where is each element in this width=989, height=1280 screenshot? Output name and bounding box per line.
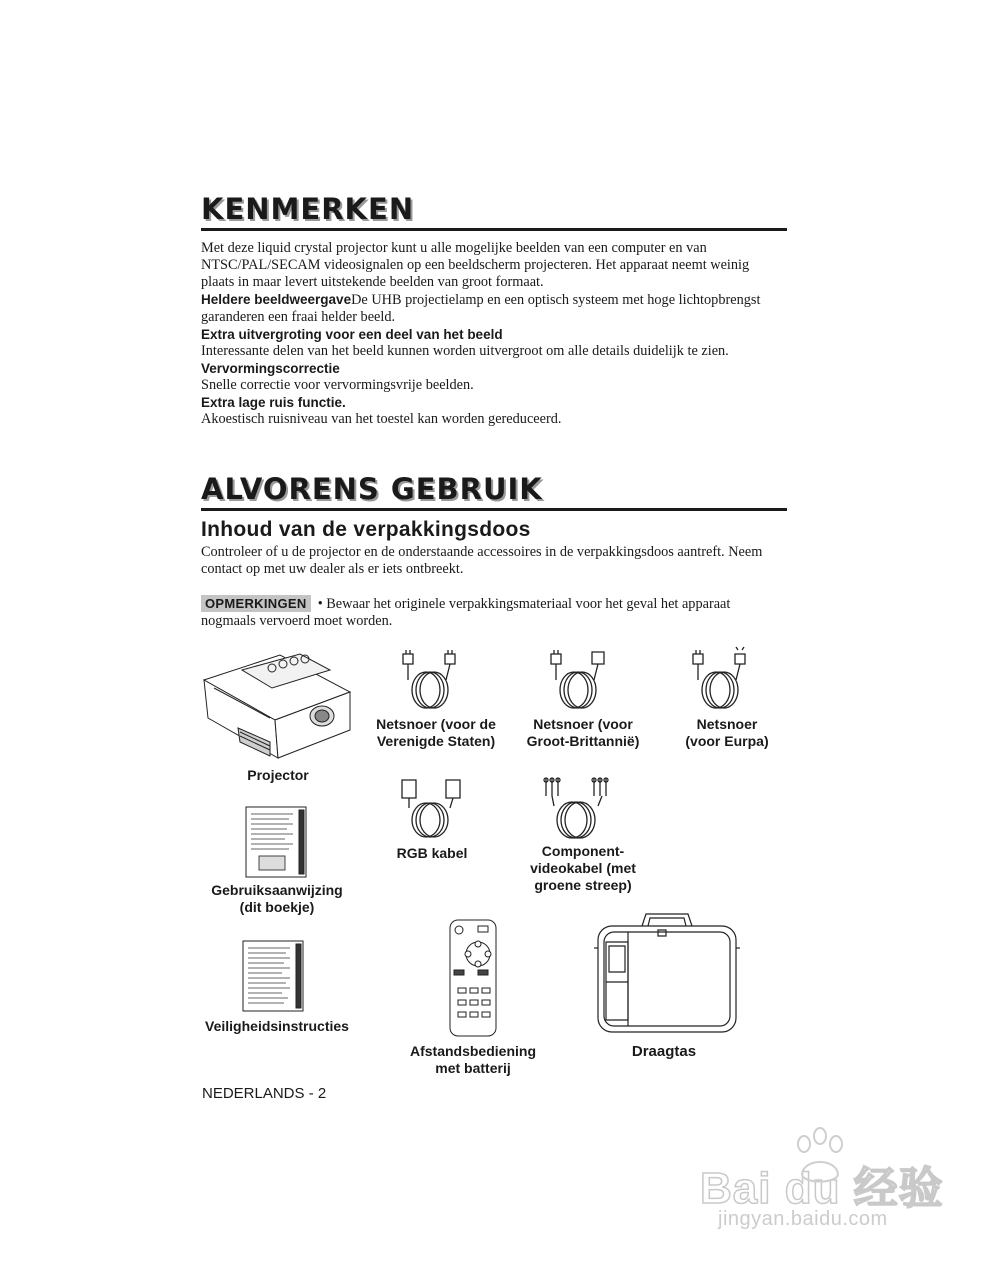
remote-illustration (448, 918, 498, 1038)
rgb-cable-illustration (398, 778, 468, 840)
caption-line: Verenigde Staten) (376, 733, 496, 749)
manual-illustration (245, 806, 307, 878)
caption-projector (218, 767, 338, 784)
feature-heading: Vervormingscorrectie (201, 361, 340, 376)
power-cord-us-illustration (400, 650, 470, 715)
caption-line: met batterij (435, 1060, 511, 1076)
feature-text: Akoestisch ruisniveau van het toestel kan worden gereduceerd. (201, 411, 562, 427)
caption-rgb (372, 845, 492, 862)
intro-line: Controleer of u de projector en de onderstaande accessoires in de verpakkingsdoos aantreft. Neem (201, 544, 763, 560)
safety-booklet-illustration (242, 940, 304, 1012)
caption-cord-us (366, 716, 506, 750)
caption-line: Projector (247, 767, 309, 783)
feature-heading: Extra uitvergroting voor een deel van het beeld (201, 327, 503, 342)
feature-text: Interessante delen van het beeld kunnen worden uitvergroot om alle details duidelijk te zien. (201, 343, 729, 359)
features-rule (201, 228, 787, 231)
note-badge: OPMERKINGEN (201, 595, 311, 612)
caption-line: Gebruiksaanwijzing (211, 882, 343, 898)
watermark-paw-icon (790, 1128, 850, 1188)
intro-line: Met deze liquid crystal projector kunt u alle mogelijke beelden van een computer en van (201, 240, 707, 256)
watermark-logo: Bai du 经验 (700, 1164, 944, 1213)
caption-manual (196, 882, 358, 916)
feature-text: Snelle correctie voor vervormingsvrije beelden. (201, 377, 474, 393)
feature-text: De UHB projectielamp en een optisch systeem met hoge lichtopbrengst (351, 292, 761, 308)
carrying-bag-illustration (592, 912, 742, 1036)
caption-safety (192, 1018, 362, 1035)
component-cable-illustration (540, 776, 620, 841)
caption-component (513, 843, 653, 894)
caption-line: videokabel (met (530, 860, 636, 876)
caption-line: Groot-Brittannië) (526, 733, 640, 749)
caption-cord-uk (513, 716, 653, 750)
before-use-rule (201, 508, 787, 511)
features-title: KENMERKEN (201, 192, 415, 226)
note-line: • Bewaar het originele verpakkingsmateriaal voor het geval het apparaat (317, 596, 731, 612)
package-subtitle: Inhoud van de verpakkingsdoos (201, 518, 531, 541)
projector-illustration (200, 650, 355, 765)
caption-line: Netsnoer (696, 716, 758, 732)
caption-line: Afstandsbediening (409, 1043, 536, 1059)
package-intro (201, 544, 801, 578)
caption-line: Draagtas (631, 1043, 697, 1060)
caption-line: groene streep) (534, 877, 632, 893)
caption-line: Netsnoer (voor (533, 716, 633, 732)
power-cord-eu-illustration (690, 650, 760, 715)
caption-cord-eu (667, 716, 787, 750)
watermark-url: jingyan.baidu.com (718, 1208, 888, 1230)
caption-line: (dit boekje) (239, 899, 315, 915)
note-line: nogmaals vervoerd moet worden. (201, 613, 393, 629)
feature-text: garanderen een fraai helder beeld. (201, 309, 396, 325)
caption-line: (voor Eurpa) (685, 733, 769, 749)
package-note (201, 595, 801, 630)
power-cord-uk-illustration (548, 650, 618, 715)
caption-line: Veiligheidsinstructies (205, 1018, 349, 1034)
caption-bag (604, 1043, 724, 1060)
intro-line: NTSC/PAL/SECAM videosignalen op een beeldscherm projecteren. Het apparaat neemt weinig (201, 257, 750, 273)
before-use-title: ALVORENS GEBRUIK (201, 472, 543, 506)
caption-remote (398, 1043, 548, 1077)
features-body (201, 240, 801, 428)
caption-line: RGB kabel (396, 845, 468, 861)
feature-heading: Extra lage ruis functie. (201, 395, 346, 410)
intro-line: contact op met uw dealer als er iets ontbreekt. (201, 561, 464, 577)
page-number: NEDERLANDS - 2 (202, 1085, 327, 1102)
intro-line: plaats in maar levert uitstekende beelden van groot formaat. (201, 274, 544, 290)
caption-line: Netsnoer (voor de (376, 716, 496, 732)
feature-heading: Heldere beeldweergave (201, 292, 352, 307)
caption-line: Component- (541, 843, 625, 859)
